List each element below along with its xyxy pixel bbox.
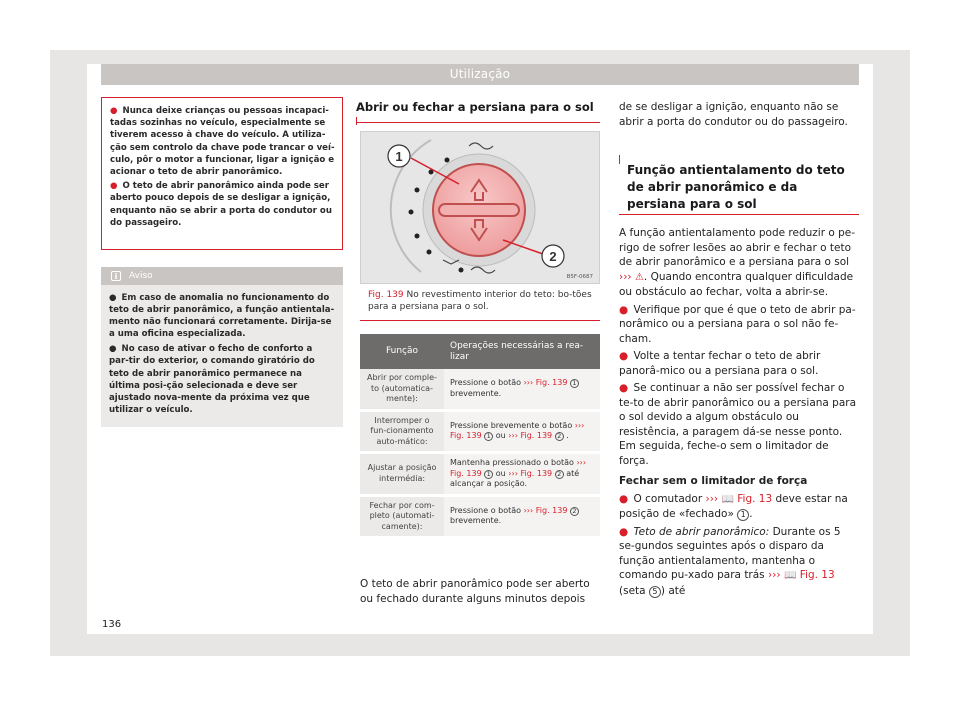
bullet-icon: ●	[619, 525, 629, 538]
ref-arrows: ›››	[576, 458, 587, 467]
notice-box	[101, 267, 343, 427]
notice-bullet	[109, 343, 335, 416]
bullet-icon: ●	[619, 382, 629, 394]
bold-heading: Fechar sem o limitador de força	[619, 475, 808, 487]
figure-link[interactable]: Fig. 13	[799, 569, 835, 581]
warning-bullet	[110, 105, 335, 178]
operation-text: Pressione o botão	[450, 378, 524, 388]
figure-link[interactable]: Fig. 13	[737, 492, 773, 505]
book-icon: 📖	[783, 570, 797, 581]
warning-text: Nunca deixe crianças ou pessoas incapaci-tadas sozinhas no veículo, especialmente se tiverem acesso à chave do veículo. A utiliza-ção sem controlo da chave pode trancar o veí-culo, pôr o motor a funcionar, ligar a ignição e acionar o teto de abrir panorâmico.	[110, 106, 335, 178]
operation-text: .	[566, 431, 569, 441]
column3-body	[619, 226, 859, 601]
operation-cell	[444, 410, 600, 453]
ref-arrows: ›››	[619, 270, 632, 283]
list-item	[619, 525, 859, 599]
ref-arrows: ›››	[574, 420, 585, 430]
subheading-rule	[619, 214, 859, 215]
operation-cell	[444, 369, 600, 410]
list-text: Volte a tentar fechar o teto de abrir panorâ-mico ou a persiana para o sol.	[619, 350, 821, 377]
operation-text: Pressione brevemente o botão	[450, 420, 575, 430]
figure-caption	[368, 289, 596, 313]
number-marker: 1	[484, 470, 493, 479]
ref-arrows: ›››	[523, 378, 534, 388]
continuation-paragraph: de se desligar a ignição, enquanto não se abrir a porta do condutor ou do passageiro.	[619, 101, 848, 128]
list-text: O comutador	[633, 492, 703, 505]
subheading: Função antientalamento do teto de abrir panorâmico e da persiana para o sol	[627, 163, 845, 211]
table-row	[360, 369, 600, 410]
operation-cell	[444, 453, 600, 496]
notice-body	[101, 285, 343, 426]
figure-link[interactable]: Fig. 139	[450, 468, 482, 478]
figure-code: B5F-0687	[566, 274, 593, 280]
list-item	[619, 303, 859, 347]
warning-text: O teto de abrir panorâmico ainda pode ser aberto pouco depois de se desligar a ignição, enquanto não se abrir a porta do condutor ou do passageiro.	[110, 181, 332, 228]
ref-arrows: ›››	[508, 431, 518, 441]
bullet-icon: ●	[109, 344, 117, 355]
sunblind-control-illustration	[361, 132, 600, 284]
operation-text: até alcançar a posição.	[450, 468, 580, 488]
notice-title: Aviso	[129, 271, 153, 281]
page-number: 136	[102, 619, 122, 630]
number-marker: 5	[649, 586, 661, 598]
info-icon: i	[111, 271, 121, 281]
callout-2: 2	[549, 249, 557, 264]
ref-arrows: ›››	[768, 569, 781, 581]
list-item	[619, 381, 859, 468]
bullet-icon: ●	[619, 350, 629, 362]
number-marker: 2	[555, 432, 564, 441]
operation-text: ou	[493, 468, 509, 478]
warning-bullet	[110, 180, 335, 229]
notice-bullet	[109, 292, 335, 340]
book-icon: 📖	[721, 493, 734, 505]
bullet-icon: ●	[619, 303, 629, 316]
operation-text: brevemente.	[450, 388, 502, 398]
caption-text: No revestimento interior do teto: bo-tões para a persiana para o sol.	[368, 290, 592, 312]
number-marker: 2	[555, 470, 564, 479]
caption-rule	[360, 320, 600, 321]
bullet-icon: ●	[110, 106, 118, 116]
number-marker: 2	[570, 507, 579, 516]
figure-link[interactable]: Fig. 139	[520, 431, 553, 441]
column-header-function: Função	[360, 334, 444, 369]
function-cell: Abrir por comple-to (automatica-mente):	[360, 369, 444, 410]
function-cell: Interromper o fun-cionamento auto-mático:	[360, 410, 444, 453]
figure-link[interactable]: Fig. 139	[535, 378, 568, 388]
list-item	[619, 349, 859, 378]
figure-link[interactable]: Fig. 139	[520, 468, 553, 478]
figure-link[interactable]: Fig. 139	[535, 505, 568, 515]
operation-cell	[444, 495, 600, 538]
bullet-icon: ●	[619, 492, 629, 505]
number-marker: 1	[570, 379, 579, 388]
operation-text: brevemente.	[450, 516, 502, 526]
running-header: Utilização	[101, 64, 859, 85]
warning-box	[101, 97, 343, 250]
list-text: deve estar na posição de «fechado»	[619, 492, 848, 520]
operation-text: Mantenha pressionado o botão	[450, 458, 577, 467]
section-title: Abrir ou fechar a persiana para o sol	[356, 100, 594, 114]
operations-table	[360, 334, 600, 539]
callout-1: 1	[395, 149, 403, 164]
function-cell: Fechar por com-pleto (automati-camente):	[360, 495, 444, 538]
list-text: Se continuar a não ser possível fechar o te-to de abrir panorâmico ou a persiana para o sol devido a algum obstáculo ou resistência, a paragem dá-se nesse ponto. Em seguida, feche-o sem o limitador de força.	[619, 382, 857, 467]
column-header-operations: Operações necessárias a rea-lizar	[444, 334, 600, 369]
section-accent	[356, 117, 357, 125]
subheading-accent	[619, 155, 620, 164]
figure-link[interactable]: Fig. 139	[450, 431, 482, 441]
function-cell: Ajustar a posição intermédia:	[360, 453, 444, 496]
list-text: Durante os 5 se-gundos seguintes após o disparo da função antientalamento, mantenha o comando pu-xado para trás	[619, 525, 841, 581]
number-marker: 1	[484, 432, 493, 441]
body-paragraph: O teto de abrir panorâmico pode ser aberto ou fechado durante alguns minutos depois	[360, 578, 590, 605]
list-text: Verifique por que é que o teto de abrir pa-norâmico ou a persiana para o sol não fe-cham.	[619, 303, 856, 345]
bullet-icon: ●	[109, 293, 117, 303]
ref-arrows: ›››	[705, 492, 719, 505]
list-text: ) até	[660, 584, 686, 597]
notice-text: No caso de ativar o fecho de conforto a par-tir do exterior, o comando giratório do teto de abrir panorâmico permanece na última posi-ção selecionada e deve ser ajustado nova-mente da próxima vez que utilizar o veículo.	[109, 344, 315, 415]
list-text: (seta	[619, 584, 646, 597]
para-text: A função antientalamento pode reduzir o pe-rigo de sofrer lesões ao abrir e fechar o teto de abrir panorâmico e a persiana para o sol	[619, 227, 856, 268]
number-marker: 1	[737, 509, 749, 521]
italic-label: Teto de abrir panorâmico:	[633, 525, 770, 538]
notice-text: Em caso de anomalia no funcionamento do teto de abrir panorâmico, a função antientala-mento não funcionará corretamente. Dirija-se a uma oficina especializada.	[109, 293, 335, 340]
ref-arrows: ›››	[523, 505, 534, 515]
notice-header	[101, 267, 343, 285]
list-item: ● O comutador ››› 📖 Fig. 13 deve estar na posição de «fechado» 1 .	[619, 492, 848, 520]
figure-label: Fig. 139	[368, 290, 404, 300]
para-text: . Quando encontra qualquer dificuldade ou obstáculo ao fechar, volta a abrir-se.	[619, 270, 854, 298]
table-row	[360, 495, 600, 538]
operation-text: ou	[493, 431, 509, 441]
antipinch-paragraph	[619, 226, 859, 300]
warning-triangle-icon: ⚠	[634, 271, 644, 283]
operation-text: Pressione o botão	[450, 505, 524, 515]
figure-sunblind-buttons	[360, 131, 600, 284]
bullet-icon: ●	[110, 181, 118, 192]
table-header-row	[360, 334, 600, 369]
ref-arrows: ›››	[508, 468, 518, 478]
table-row	[360, 410, 600, 453]
table-row	[360, 453, 600, 496]
section-rule	[356, 122, 600, 123]
